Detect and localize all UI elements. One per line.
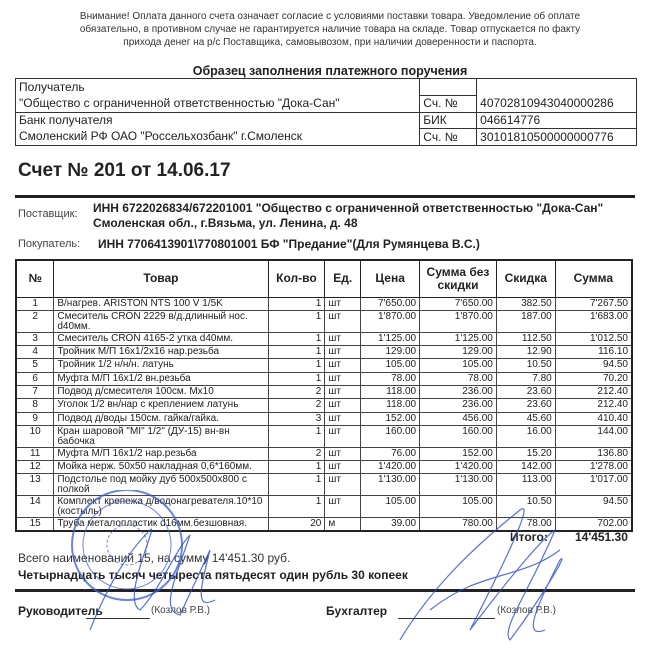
payment-details-table bbox=[15, 78, 637, 146]
cell-sum: 70.20 bbox=[555, 372, 632, 385]
cell-price: 118.00 bbox=[361, 385, 420, 398]
table-row bbox=[16, 359, 632, 372]
corr-account-number: 30101810500000000776 bbox=[477, 129, 637, 146]
cell-discount: 15.20 bbox=[496, 447, 555, 460]
amount-in-words: Четырнадцать тысяч четыреста пятьдесят один рубль 30 копеек bbox=[18, 568, 408, 582]
cell-unit: шт bbox=[325, 412, 361, 425]
cell-number: 4 bbox=[16, 346, 54, 359]
payment-sample-title: Образец заполнения платежного поручения bbox=[192, 64, 468, 78]
cell-sum-no-discount: 456.00 bbox=[420, 412, 497, 425]
cell-product: Кран шаровой "MI" 1/2" (ДУ-15) вн-вн бабочка bbox=[54, 425, 268, 447]
cell-discount: 23.60 bbox=[496, 385, 555, 398]
cell-number: 2 bbox=[16, 310, 54, 332]
cell-price: 78.00 bbox=[361, 372, 420, 385]
cell-unit: шт bbox=[325, 332, 361, 345]
cell-product: Смеситель CRON 4165-2 утка d40мм. bbox=[54, 332, 268, 345]
cell-sum-no-discount: 105.00 bbox=[420, 496, 497, 518]
cell-sum-no-discount: 1'870.00 bbox=[420, 310, 497, 332]
cell-product: В/нагрев. ARISTON NTS 100 V 1/5K bbox=[54, 297, 268, 310]
cell-number: 8 bbox=[16, 399, 54, 412]
cell-number: 1 bbox=[16, 297, 54, 310]
cell-number: 14 bbox=[16, 496, 54, 518]
cell-number: 11 bbox=[16, 447, 54, 460]
cell-sum: 702.00 bbox=[555, 518, 632, 531]
table-row bbox=[16, 412, 632, 425]
cell-discount: 23.60 bbox=[496, 399, 555, 412]
table-row bbox=[16, 447, 632, 460]
cell-number: 3 bbox=[16, 332, 54, 345]
total-value: 14'451.30 bbox=[575, 530, 628, 544]
cell-unit: шт bbox=[325, 425, 361, 447]
cell-sum-no-discount: 236.00 bbox=[420, 385, 497, 398]
cell-discount: 45.60 bbox=[496, 412, 555, 425]
items-summary: Всего наименований 15, на сумму 14'451.30 руб. bbox=[18, 551, 291, 565]
cell-price: 1'130.00 bbox=[361, 474, 420, 496]
cell-discount: 142.00 bbox=[496, 461, 555, 474]
bik-label: БИК bbox=[420, 112, 477, 129]
cell-discount: 10.50 bbox=[496, 359, 555, 372]
cell-unit: м bbox=[325, 518, 361, 531]
recipient-label: Получатель bbox=[16, 79, 420, 96]
cell-quantity: 1 bbox=[268, 372, 325, 385]
cell-discount: 12.90 bbox=[496, 346, 555, 359]
header-col-product: Товар bbox=[54, 260, 268, 297]
director-signature bbox=[90, 529, 215, 630]
cell-number: 9 bbox=[16, 412, 54, 425]
cell-discount: 78.00 bbox=[496, 518, 555, 531]
header-col-number: № bbox=[16, 260, 54, 297]
cell-quantity: 1 bbox=[268, 461, 325, 474]
cell-quantity: 20 bbox=[268, 518, 325, 531]
cell-discount: 187.00 bbox=[496, 310, 555, 332]
bik-value: 046614776 bbox=[477, 112, 637, 129]
account-label: Сч. № bbox=[420, 95, 477, 112]
cell-quantity: 1 bbox=[268, 474, 325, 496]
table-row bbox=[16, 372, 632, 385]
cell-product: Подстолье под мойку дуб 500х500х800 с полкой bbox=[54, 474, 268, 496]
recipient-name: "Общество с ограниченной ответственностью "Дока-Сан" bbox=[16, 95, 420, 112]
cell-sum: 1'017.00 bbox=[555, 474, 632, 496]
header-col-discount: Скидка bbox=[496, 260, 555, 297]
notice-line: Внимание! Оплата данного счета означает согласие с условиями поставки товара. Уведомление об оплате bbox=[79, 11, 581, 22]
invoice-title: Счет № 201 от 14.06.17 bbox=[18, 160, 231, 181]
cell-sum-no-discount: 129.00 bbox=[420, 346, 497, 359]
accountant-name: (Козлов Р.В.) bbox=[497, 605, 557, 616]
cell-product: Тройник 1/2 н/н/н. латунь bbox=[54, 359, 268, 372]
table-row bbox=[16, 297, 632, 310]
cell-quantity: 2 bbox=[268, 399, 325, 412]
cell-product: Подвод д/воды 150см. гайка/гайка. bbox=[54, 412, 268, 425]
cell-price: 152.00 bbox=[361, 412, 420, 425]
cell-unit: шт bbox=[325, 385, 361, 398]
buyer-label: Покупатель: bbox=[18, 238, 81, 250]
cell-quantity: 2 bbox=[268, 385, 325, 398]
supplier-label: Поставщик: bbox=[18, 208, 78, 220]
table-row bbox=[16, 385, 632, 398]
cell-sum-no-discount: 152.00 bbox=[420, 447, 497, 460]
header-col-price: Цена bbox=[361, 260, 420, 297]
director-label: Руководитель bbox=[18, 604, 103, 618]
total-label: Итого: bbox=[510, 530, 548, 544]
cell-quantity: 1 bbox=[268, 425, 325, 447]
cell-discount: 112.50 bbox=[496, 332, 555, 345]
cell-product: Комплект крепежа д/водонагревателя.10*10 (костыль) bbox=[54, 496, 268, 518]
cell-price: 105.00 bbox=[361, 359, 420, 372]
cell-sum: 1'683.00 bbox=[555, 310, 632, 332]
cell-product: Муфта М/П 16х1/2 вн.резьба bbox=[54, 372, 268, 385]
cell-number: 10 bbox=[16, 425, 54, 447]
notice-line: обязательно, в противном случае не гарантируется наличие товара на складе. Товар отпускается по факту bbox=[79, 24, 581, 35]
cell-quantity: 1 bbox=[268, 310, 325, 332]
cell-price: 1'125.00 bbox=[361, 332, 420, 345]
cell-sum-no-discount: 7'650.00 bbox=[420, 297, 497, 310]
stamp-and-signatures bbox=[0, 490, 660, 671]
cell-number: 13 bbox=[16, 474, 54, 496]
table-row bbox=[16, 332, 632, 345]
cell-quantity: 1 bbox=[268, 332, 325, 345]
cell-price: 7'650.00 bbox=[361, 297, 420, 310]
cell-unit: шт bbox=[325, 474, 361, 496]
table-row bbox=[16, 310, 632, 332]
cell-sum-no-discount: 78.00 bbox=[420, 372, 497, 385]
cell-sum: 144.00 bbox=[555, 425, 632, 447]
cell-unit: шт bbox=[325, 310, 361, 332]
cell-quantity: 3 bbox=[268, 412, 325, 425]
cell-price: 1'870.00 bbox=[361, 310, 420, 332]
cell-product: Мойка нерж. 50х50 накладная 0,6*160мм. bbox=[54, 461, 268, 474]
cell-price: 118.00 bbox=[361, 399, 420, 412]
accountant-label: Бухгалтер bbox=[326, 604, 388, 618]
cell-quantity: 2 bbox=[268, 447, 325, 460]
company-stamp bbox=[72, 490, 182, 600]
bank-label: Банк получателя bbox=[16, 112, 420, 129]
cell-number: 12 bbox=[16, 461, 54, 474]
cell-sum: 212.40 bbox=[555, 399, 632, 412]
cell-discount: 113.00 bbox=[496, 474, 555, 496]
account-number: 40702810943040000286 bbox=[477, 95, 637, 112]
cell-sum: 116.10 bbox=[555, 346, 632, 359]
cell-quantity: 1 bbox=[268, 346, 325, 359]
cell-discount: 16.00 bbox=[496, 425, 555, 447]
table-row bbox=[16, 425, 632, 447]
cell-product: Тройник М/П 16х1/2х16 нар.резьба bbox=[54, 346, 268, 359]
cell-sum: 410.40 bbox=[555, 412, 632, 425]
cell-sum: 94.50 bbox=[555, 359, 632, 372]
supplier-address: Смоленская обл., г.Вязьма, ул. Ленина, д. 48 bbox=[93, 216, 358, 230]
accountant-signature bbox=[400, 509, 562, 640]
cell-sum-no-discount: 780.00 bbox=[420, 518, 497, 531]
cell-discount: 382.50 bbox=[496, 297, 555, 310]
cell-number: 6 bbox=[16, 372, 54, 385]
cell-sum: 136.80 bbox=[555, 447, 632, 460]
cell-sum-no-discount: 1'130.00 bbox=[420, 474, 497, 496]
header-col-quantity: Кол-во bbox=[268, 260, 325, 297]
table-row bbox=[16, 461, 632, 474]
cell-product: Подвод д/смесителя 100см. Мх10 bbox=[54, 385, 268, 398]
cell-number: 7 bbox=[16, 385, 54, 398]
corr-account-label: Сч. № bbox=[420, 129, 477, 146]
cell-quantity: 1 bbox=[268, 359, 325, 372]
cell-sum: 7'267.50 bbox=[555, 297, 632, 310]
buyer-text: ИНН 7706413901\770801001 БФ "Предание"(Для Румянцева В.С.) bbox=[98, 237, 480, 251]
cell-sum-no-discount: 105.00 bbox=[420, 359, 497, 372]
cell-sum-no-discount: 1'420.00 bbox=[420, 461, 497, 474]
payment-notice bbox=[0, 10, 660, 49]
cell-discount: 7.80 bbox=[496, 372, 555, 385]
cell-price: 129.00 bbox=[361, 346, 420, 359]
cell-unit: шт bbox=[325, 447, 361, 460]
cell-sum-no-discount: 236.00 bbox=[420, 399, 497, 412]
cell-unit: шт bbox=[325, 461, 361, 474]
bank-name: Смоленский РФ ОАО "Россельхозбанк" г.Смоленск bbox=[16, 129, 420, 146]
cell-unit: шт bbox=[325, 359, 361, 372]
header-col-sum-no-discount: Сумма без скидки bbox=[420, 260, 497, 297]
cell-price: 105.00 bbox=[361, 496, 420, 518]
cell-price: 76.00 bbox=[361, 447, 420, 460]
cell-product: Смеситель CRON 2229 в/д.длинный нос. d40мм. bbox=[54, 310, 268, 332]
cell-product: Труба металопластик d16мм.безшовная. bbox=[54, 518, 268, 531]
supplier-line1: ИНН 6722026834/672201001 "Общество с ограниченной ответственностью "Дока-Сан" bbox=[93, 201, 604, 215]
cell-discount: 10.50 bbox=[496, 496, 555, 518]
cell-price: 39.00 bbox=[361, 518, 420, 531]
table-row bbox=[16, 346, 632, 359]
cell-sum: 212.40 bbox=[555, 385, 632, 398]
cell-quantity: 1 bbox=[268, 496, 325, 518]
cell-unit: шт bbox=[325, 496, 361, 518]
cell-sum: 94.50 bbox=[555, 496, 632, 518]
cell-unit: шт bbox=[325, 372, 361, 385]
director-name: (Козлов Р.В.) bbox=[151, 605, 211, 616]
header-col-sum: Сумма bbox=[555, 260, 632, 297]
cell-sum-no-discount: 1'125.00 bbox=[420, 332, 497, 345]
cell-unit: шт bbox=[325, 297, 361, 310]
cell-product: Уголок 1/2 вн/нар с креплением латунь bbox=[54, 399, 268, 412]
cell-sum: 1'012.50 bbox=[555, 332, 632, 345]
cell-product: Муфта М/П 16х1/2 нар.резьба bbox=[54, 447, 268, 460]
cell-quantity: 1 bbox=[268, 297, 325, 310]
divider bbox=[15, 195, 635, 198]
cell-sum: 1'278.00 bbox=[555, 461, 632, 474]
cell-sum-no-discount: 160.00 bbox=[420, 425, 497, 447]
cell-price: 1'420.00 bbox=[361, 461, 420, 474]
cell-unit: шт bbox=[325, 346, 361, 359]
header-col-unit: Ед. bbox=[325, 260, 361, 297]
table-row bbox=[16, 399, 632, 412]
cell-price: 160.00 bbox=[361, 425, 420, 447]
cell-unit: шт bbox=[325, 399, 361, 412]
cell-number: 15 bbox=[16, 518, 54, 531]
notice-line: прихода денег на р/с Поставщика, самовывозом, при наличии доверенности и паспорта. bbox=[123, 37, 537, 48]
cell-number: 5 bbox=[16, 359, 54, 372]
